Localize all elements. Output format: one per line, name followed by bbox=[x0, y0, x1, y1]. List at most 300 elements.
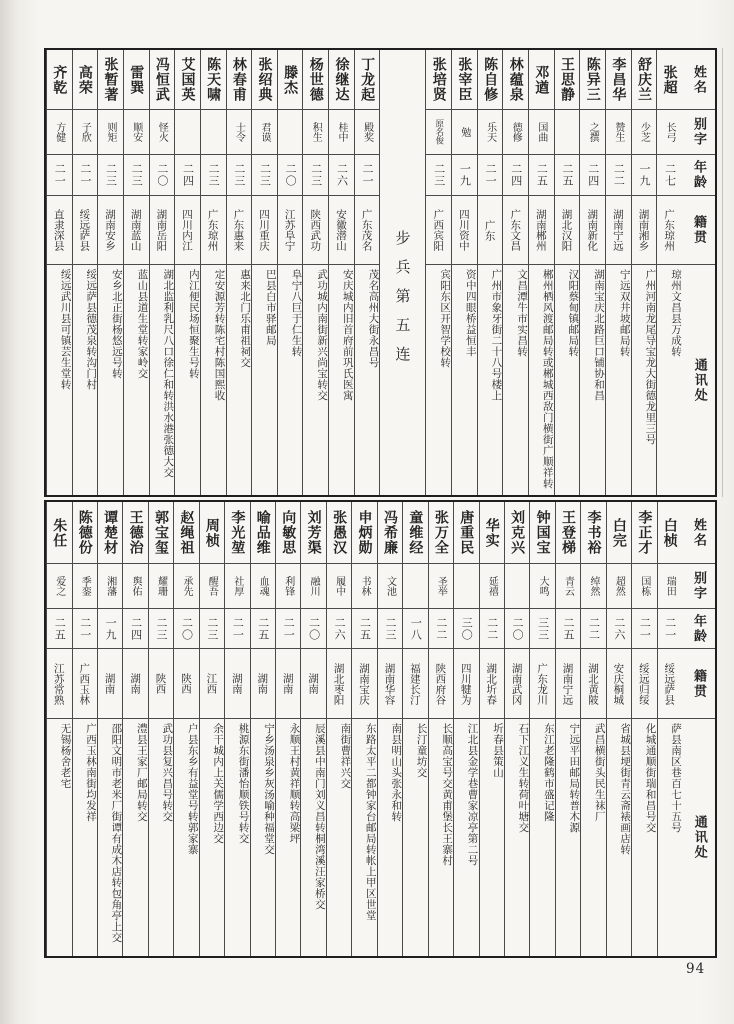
native-cell: 江西 bbox=[200, 649, 224, 719]
name-cell: 申炳勋 bbox=[352, 502, 376, 564]
courtesy-cell: 少芝 bbox=[632, 110, 657, 155]
courtesy-cell: 瑞田 bbox=[658, 564, 682, 609]
courtesy-cell: 超然 bbox=[607, 564, 631, 609]
name-cell: 刘芳渠 bbox=[301, 502, 325, 564]
person-column bbox=[351, 502, 376, 956]
native-cell: 江苏阜宁 bbox=[278, 196, 303, 265]
name-cell: 周桢 bbox=[200, 502, 224, 564]
name-cell: 刘克兴 bbox=[505, 502, 529, 564]
person-column bbox=[504, 502, 529, 956]
person-column bbox=[302, 50, 328, 495]
address-cell: 萨县南区巷百七十五号 bbox=[670, 723, 682, 833]
person-column bbox=[97, 50, 123, 495]
native-cell: 湖南 bbox=[98, 649, 122, 719]
age-cell: 二二 bbox=[429, 609, 453, 649]
native-cell: 安徽潜山 bbox=[329, 196, 354, 265]
name-cell: 谭楚材 bbox=[98, 502, 122, 564]
courtesy-cell: 融川 bbox=[301, 564, 325, 609]
person-column bbox=[580, 502, 605, 956]
address-cell: 惠来北门乐甫祖祠交 bbox=[239, 269, 252, 368]
person-column bbox=[173, 502, 198, 956]
address-cell: 定安源芳转陈宅村陈国熙收 bbox=[213, 269, 226, 401]
native-cell: 湖南 bbox=[251, 649, 275, 719]
native-cell: 广东龙川 bbox=[530, 649, 554, 719]
address-cell: 宁远平田邮局转普木源 bbox=[568, 723, 581, 833]
name-cell: 张超 bbox=[657, 50, 682, 110]
courtesy-cell bbox=[454, 564, 478, 609]
address-cell: 户县东乡有益堂号转郭家寨 bbox=[186, 723, 199, 855]
row-header-column bbox=[682, 502, 715, 956]
courtesy-cell: 书林 bbox=[352, 564, 376, 609]
address-cell: 茂名高州大街永昌号 bbox=[367, 269, 380, 368]
name-cell: 喻品维 bbox=[251, 502, 275, 564]
address-cell: 澧县王家厂邮局转交 bbox=[135, 723, 148, 822]
courtesy-cell: 舆佑 bbox=[123, 564, 147, 609]
age-cell: 二三 bbox=[426, 155, 451, 196]
name-cell: 陈天啸 bbox=[201, 50, 226, 110]
name-cell: 华实 bbox=[480, 502, 504, 564]
person-column bbox=[528, 50, 554, 495]
name-cell: 王登梯 bbox=[556, 502, 580, 564]
courtesy-cell: 国栋 bbox=[632, 564, 656, 609]
age-cell: 二五 bbox=[47, 609, 71, 649]
age-cell: 二四 bbox=[123, 609, 147, 649]
address-cell: 化城通顺街瑞和昌号交 bbox=[644, 723, 657, 833]
native-cell: 广东茂名 bbox=[355, 196, 380, 265]
name-cell: 李昌华 bbox=[606, 50, 631, 110]
header-age-label: 年龄 bbox=[682, 609, 715, 649]
name-cell: 齐乾 bbox=[47, 50, 72, 110]
name-cell: 滕杰 bbox=[278, 50, 303, 110]
age-cell: 二五 bbox=[352, 609, 376, 649]
name-cell: 白完 bbox=[607, 502, 631, 564]
age-cell: 二一 bbox=[73, 609, 97, 649]
row-header-column bbox=[682, 50, 715, 495]
name-cell: 郭宝玺 bbox=[149, 502, 173, 564]
courtesy-cell: 德修 bbox=[503, 110, 528, 155]
native-cell: 湖南蓝山 bbox=[124, 196, 149, 265]
age-cell: 二二 bbox=[480, 609, 504, 649]
native-cell: 广西玉林 bbox=[73, 649, 97, 719]
courtesy-cell: 利锋 bbox=[276, 564, 300, 609]
native-cell: 湖南华容 bbox=[378, 649, 402, 719]
age-cell: 二四 bbox=[175, 155, 200, 196]
native-cell: 湖南岳阳 bbox=[150, 196, 175, 265]
address-cell: 蓝山县道生堂转家岭交 bbox=[136, 269, 149, 379]
native-cell: 湖南 bbox=[225, 649, 249, 719]
address-cell: 文昌潭牛市实昌转 bbox=[516, 269, 529, 357]
courtesy-cell: 季銮 bbox=[73, 564, 97, 609]
person-column bbox=[657, 502, 682, 956]
native-cell: 湖南武冈 bbox=[505, 649, 529, 719]
native-cell: 湖北黄陂 bbox=[581, 649, 605, 719]
person-column bbox=[250, 502, 275, 956]
age-cell: 二四 bbox=[580, 155, 605, 196]
courtesy-cell: 国曲 bbox=[529, 110, 554, 155]
courtesy-cell bbox=[505, 564, 529, 609]
name-cell: 向敏思 bbox=[276, 502, 300, 564]
age-cell: 一八 bbox=[403, 609, 427, 649]
name-cell: 童维经 bbox=[403, 502, 427, 564]
person-column bbox=[453, 502, 478, 956]
person-column bbox=[72, 50, 98, 495]
address-cell: 邵阳文明市老米厂街谭有成木店转包角亭上交 bbox=[110, 723, 123, 943]
person-column bbox=[579, 50, 605, 495]
person-column bbox=[502, 50, 528, 495]
age-cell: 二四 bbox=[503, 155, 528, 196]
header-courtesy-label: 别字 bbox=[682, 110, 715, 155]
courtesy-cell bbox=[555, 110, 580, 155]
name-cell: 冯希廉 bbox=[378, 502, 402, 564]
person-column bbox=[46, 502, 71, 956]
native-cell: 绥远归绥 bbox=[632, 649, 656, 719]
name-cell: 张愚汉 bbox=[327, 502, 351, 564]
person-column bbox=[122, 502, 147, 956]
courtesy-cell: 青云 bbox=[556, 564, 580, 609]
person-column bbox=[199, 502, 224, 956]
address-cell: 琼州文昌县万成转 bbox=[670, 269, 682, 357]
header-address-label: 通讯处 bbox=[691, 815, 707, 860]
address-cell: 广西玉林南街均发祥 bbox=[84, 723, 97, 822]
native-cell: 湖南 bbox=[276, 649, 300, 719]
native-cell: 湖南 bbox=[301, 649, 325, 719]
address-cell: 武昌横街头民生袜厂 bbox=[593, 723, 606, 822]
courtesy-cell bbox=[278, 110, 303, 155]
age-cell: 二五 bbox=[555, 155, 580, 196]
header-native-label: 籍贯 bbox=[682, 649, 715, 719]
courtesy-cell: 长弓 bbox=[657, 110, 682, 155]
age-cell: 三〇 bbox=[454, 609, 478, 649]
name-cell: 林春甫 bbox=[227, 50, 252, 110]
address-cell: 东路太平二都钟家台邮局转帐上甲区世堂 bbox=[364, 723, 377, 921]
courtesy-cell: 履中 bbox=[327, 564, 351, 609]
person-column bbox=[479, 502, 504, 956]
courtesy-cell: 士令 bbox=[227, 110, 252, 155]
name-cell: 邓遒 bbox=[529, 50, 554, 110]
address-cell: 广州河南龙尾导宝龙大街德龙里三号 bbox=[644, 269, 657, 445]
person-column bbox=[656, 50, 682, 495]
age-cell: 二一 bbox=[478, 155, 503, 196]
age-cell: 二二 bbox=[606, 155, 631, 196]
name-cell: 唐重民 bbox=[454, 502, 478, 564]
person-column bbox=[200, 50, 226, 495]
address-cell: 武功县复兴昌号转交 bbox=[161, 723, 174, 822]
native-cell: 江苏常熟 bbox=[47, 649, 71, 719]
address-cell: 绥远武川县可镇芸生堂转 bbox=[59, 269, 72, 390]
courtesy-cell bbox=[403, 564, 427, 609]
address-cell: 永顺王村黄祥顺转高梁坪 bbox=[288, 723, 301, 844]
person-column bbox=[149, 50, 175, 495]
address-cell: 汉阳蔡甸镇邮局转 bbox=[567, 269, 580, 357]
age-cell: 二五 bbox=[556, 609, 580, 649]
age-cell: 二三 bbox=[200, 609, 224, 649]
native-cell: 湖北汉阳 bbox=[555, 196, 580, 265]
native-cell: 直隶深县 bbox=[47, 196, 72, 265]
person-column bbox=[277, 50, 303, 495]
address-cell: 江北县金学巷曹家凉亭第二号 bbox=[466, 723, 479, 866]
age-cell: 二七 bbox=[657, 155, 682, 196]
native-cell: 广东 bbox=[478, 196, 503, 265]
address-cell: 安庆城内旧首府前巩氏医寓 bbox=[341, 269, 354, 401]
person-column bbox=[529, 502, 554, 956]
person-column bbox=[275, 502, 300, 956]
person-column bbox=[631, 50, 657, 495]
courtesy-cell: 原名俊 bbox=[426, 110, 451, 155]
person-column bbox=[46, 50, 72, 495]
name-cell: 高荣 bbox=[73, 50, 98, 110]
native-cell: 四川重庆 bbox=[252, 196, 277, 265]
age-cell: 二一 bbox=[73, 155, 98, 196]
native-cell: 四川犍为 bbox=[454, 649, 478, 719]
address-cell: 省城县埂街青云斋裱画店转 bbox=[619, 723, 632, 855]
courtesy-cell: 绰然 bbox=[581, 564, 605, 609]
age-cell: 三三 bbox=[530, 609, 554, 649]
native-cell: 广东惠来 bbox=[227, 196, 252, 265]
person-column bbox=[300, 502, 325, 956]
person-column bbox=[72, 502, 97, 956]
address-cell: 辰溪县中南门刘义昌转桐湾溪汪家桥交 bbox=[313, 723, 326, 910]
native-cell: 安庆桐城 bbox=[607, 649, 631, 719]
courtesy-cell: 醒吾 bbox=[200, 564, 224, 609]
age-cell: 二一 bbox=[355, 155, 380, 196]
age-cell: 二三 bbox=[227, 155, 252, 196]
age-cell: 二一 bbox=[276, 609, 300, 649]
name-cell: 李正才 bbox=[632, 502, 656, 564]
courtesy-cell: 圣举 bbox=[429, 564, 453, 609]
name-cell: 艾国英 bbox=[175, 50, 200, 110]
header-courtesy-label: 别字 bbox=[682, 564, 715, 609]
age-cell: 二六 bbox=[607, 609, 631, 649]
person-column bbox=[402, 502, 427, 956]
age-cell: 二六 bbox=[329, 155, 354, 196]
native-cell: 湖南宁远 bbox=[606, 196, 631, 265]
person-column bbox=[428, 502, 453, 956]
address-cell: 宁远双井坡邮局转 bbox=[618, 269, 631, 357]
age-cell: 二三 bbox=[378, 609, 402, 649]
person-column bbox=[224, 502, 249, 956]
header-name-label: 姓名 bbox=[682, 50, 715, 110]
name-cell: 冯恒武 bbox=[150, 50, 175, 110]
name-cell: 张宰臣 bbox=[452, 50, 477, 110]
address-cell: 长顺高宝号交黄甫堡长王寨村 bbox=[441, 723, 454, 866]
age-cell: 二〇 bbox=[278, 155, 303, 196]
native-cell: 湖南湘乡 bbox=[632, 196, 657, 265]
courtesy-cell: 血魂 bbox=[251, 564, 275, 609]
courtesy-cell: 殿奖 bbox=[355, 110, 380, 155]
age-cell: 二六 bbox=[327, 609, 351, 649]
courtesy-cell bbox=[175, 110, 200, 155]
page-number: 94 bbox=[686, 961, 706, 977]
courtesy-cell: 怪火 bbox=[150, 110, 175, 155]
person-column bbox=[377, 502, 402, 956]
native-cell: 陕西 bbox=[174, 649, 198, 719]
age-cell: 二〇 bbox=[301, 609, 325, 649]
person-column bbox=[425, 50, 451, 495]
age-cell: 二二 bbox=[581, 609, 605, 649]
name-cell: 张暂著 bbox=[98, 50, 123, 110]
name-cell: 钟国宝 bbox=[530, 502, 554, 564]
address-cell: 郴州栖风渡邮局转或郴城西敌门横街广顺祥转 bbox=[541, 269, 554, 489]
name-cell: 白桢 bbox=[658, 502, 682, 564]
courtesy-cell: 积生 bbox=[303, 110, 328, 155]
name-cell: 王德治 bbox=[123, 502, 147, 564]
scan-artifact-line bbox=[722, 48, 723, 497]
address-cell: 宾阳东区开智学校转 bbox=[439, 269, 452, 368]
courtesy-cell: 承先 bbox=[174, 564, 198, 609]
person-column bbox=[251, 50, 277, 495]
person-column bbox=[328, 50, 354, 495]
roster-table-bottom bbox=[44, 500, 717, 958]
courtesy-cell: 耀珊 bbox=[149, 564, 173, 609]
header-age-label: 年龄 bbox=[682, 155, 715, 196]
person-column bbox=[555, 502, 580, 956]
address-cell: 桃源东街潘怡顺铁号转交 bbox=[237, 723, 250, 844]
name-cell: 陈德份 bbox=[73, 502, 97, 564]
age-cell: 二三 bbox=[252, 155, 277, 196]
name-cell: 陈异三 bbox=[580, 50, 605, 110]
address-cell: 余干城内上关儒学西边交 bbox=[212, 723, 225, 844]
native-cell: 广东琼州 bbox=[657, 196, 682, 265]
person-column bbox=[148, 502, 173, 956]
native-cell: 广东文昌 bbox=[503, 196, 528, 265]
age-cell: 二〇 bbox=[174, 609, 198, 649]
person-column bbox=[174, 50, 200, 495]
name-cell: 杨世德 bbox=[303, 50, 328, 110]
address-cell: 广州市象牙街二十八号楼上 bbox=[490, 269, 503, 401]
address-cell: 资中四眼桥益恒丰 bbox=[464, 269, 477, 357]
native-cell: 陕西府谷 bbox=[429, 649, 453, 719]
courtesy-cell: 乐天 bbox=[478, 110, 503, 155]
address-cell: 石下江义生转荷叶塘交 bbox=[517, 723, 530, 833]
person-column bbox=[123, 50, 149, 495]
age-cell: 二五 bbox=[529, 155, 554, 196]
name-cell: 舒庆兰 bbox=[632, 50, 657, 110]
name-cell: 李光堃 bbox=[225, 502, 249, 564]
native-cell: 湖北圻春 bbox=[480, 649, 504, 719]
age-cell: 二〇 bbox=[150, 155, 175, 196]
address-cell: 长汀童坊交 bbox=[415, 723, 428, 778]
native-cell: 广东琼州 bbox=[201, 196, 226, 265]
section-divider-column bbox=[379, 50, 425, 495]
address-cell: 圻春县策山 bbox=[491, 723, 504, 778]
age-cell: 一九 bbox=[98, 609, 122, 649]
courtesy-cell: 之撰 bbox=[580, 110, 605, 155]
age-cell: 一九 bbox=[452, 155, 477, 196]
person-column bbox=[354, 50, 380, 495]
courtesy-cell: 君谟 bbox=[252, 110, 277, 155]
address-cell: 绥远萨县德茂泉转沟门村 bbox=[85, 269, 98, 390]
native-cell: 湖南郴州 bbox=[529, 196, 554, 265]
native-cell: 陕西 bbox=[149, 649, 173, 719]
age-cell: 二一 bbox=[658, 609, 682, 649]
age-cell: 二三 bbox=[149, 609, 173, 649]
name-cell: 赵绳祖 bbox=[174, 502, 198, 564]
courtesy-cell: 方健 bbox=[47, 110, 72, 155]
person-column bbox=[606, 502, 631, 956]
courtesy-cell: 勉 bbox=[452, 110, 477, 155]
address-cell: 安乡北正街杨悠远号转 bbox=[110, 269, 123, 379]
name-cell: 雷巽 bbox=[124, 50, 149, 110]
name-cell: 张绍典 bbox=[252, 50, 277, 110]
address-cell: 南县明山头张永和转 bbox=[390, 723, 403, 822]
courtesy-cell: 社厚 bbox=[225, 564, 249, 609]
name-cell: 林蕴泉 bbox=[503, 50, 528, 110]
address-cell: 东江老隆鹤市盛记隆 bbox=[542, 723, 555, 822]
courtesy-cell: 爱之 bbox=[47, 564, 71, 609]
name-cell: 朱任 bbox=[47, 502, 71, 564]
age-cell: 二三 bbox=[98, 155, 123, 196]
person-column bbox=[451, 50, 477, 495]
native-cell: 绥远萨县 bbox=[658, 649, 682, 719]
address-cell: 巴县白市驿邮局 bbox=[264, 269, 277, 346]
native-cell: 绥远萨县 bbox=[73, 196, 98, 265]
name-cell: 李书裕 bbox=[581, 502, 605, 564]
courtesy-cell: 桂中 bbox=[329, 110, 354, 155]
name-cell: 丁龙起 bbox=[355, 50, 380, 110]
address-cell: 湖北监利乳尺八口徐仁和转洪水港张德大交 bbox=[162, 269, 175, 478]
courtesy-cell bbox=[201, 110, 226, 155]
address-cell: 湖南宝庆北路巨口铺协和昌 bbox=[593, 269, 606, 401]
name-cell: 张万全 bbox=[429, 502, 453, 564]
header-name-label: 姓名 bbox=[682, 502, 715, 564]
age-cell: 二三 bbox=[303, 155, 328, 196]
native-cell: 陕西武功 bbox=[303, 196, 328, 265]
section-divider-label: 步兵第五连 bbox=[393, 230, 412, 375]
header-address-label: 通讯处 bbox=[691, 357, 707, 403]
courtesy-cell: 赞生 bbox=[606, 110, 631, 155]
native-cell: 福建长汀 bbox=[403, 649, 427, 719]
roster-table-top bbox=[44, 48, 717, 497]
native-cell: 湖南安乡 bbox=[98, 196, 123, 265]
address-cell: 武功城内南街新兴尚宝转交 bbox=[316, 269, 329, 401]
address-cell: 阜宁八巨于仁生转 bbox=[290, 269, 303, 357]
age-cell: 二三 bbox=[201, 155, 226, 196]
person-column bbox=[554, 50, 580, 495]
courtesy-cell: 大鸣 bbox=[530, 564, 554, 609]
header-native-label: 籍贯 bbox=[682, 196, 715, 265]
age-cell: 二一 bbox=[632, 609, 656, 649]
person-column bbox=[326, 502, 351, 956]
courtesy-cell: 文池 bbox=[378, 564, 402, 609]
native-cell: 湖南宝庆 bbox=[352, 649, 376, 719]
name-cell: 徐继达 bbox=[329, 50, 354, 110]
address-cell: 内江便民场恒聚生号转 bbox=[187, 269, 200, 379]
age-cell: 二一 bbox=[225, 609, 249, 649]
person-column bbox=[631, 502, 656, 956]
courtesy-cell: 则矩 bbox=[98, 110, 123, 155]
courtesy-cell: 湘藩 bbox=[98, 564, 122, 609]
address-cell: 宁乡汤泉乡灰汤喻种福堂交 bbox=[263, 723, 275, 855]
age-cell: 二〇 bbox=[505, 609, 529, 649]
native-cell: 四川内江 bbox=[175, 196, 200, 265]
person-column bbox=[226, 50, 252, 495]
native-cell: 四川资中 bbox=[452, 196, 477, 265]
age-cell: 二三 bbox=[124, 155, 149, 196]
person-column bbox=[97, 502, 122, 956]
address-cell: 无锡杨舍老宅 bbox=[59, 723, 72, 789]
courtesy-cell: 顺安 bbox=[124, 110, 149, 155]
courtesy-cell: 子欣 bbox=[73, 110, 98, 155]
native-cell: 湖北枣阳 bbox=[327, 649, 351, 719]
native-cell: 湖南 bbox=[123, 649, 147, 719]
name-cell: 王思静 bbox=[555, 50, 580, 110]
age-cell: 二一 bbox=[47, 155, 72, 196]
address-cell: 南街曹祥兴交 bbox=[339, 723, 352, 789]
courtesy-cell: 延禧 bbox=[480, 564, 504, 609]
name-cell: 张培贤 bbox=[426, 50, 451, 110]
native-cell: 湖南新化 bbox=[580, 196, 605, 265]
person-column bbox=[605, 50, 631, 495]
